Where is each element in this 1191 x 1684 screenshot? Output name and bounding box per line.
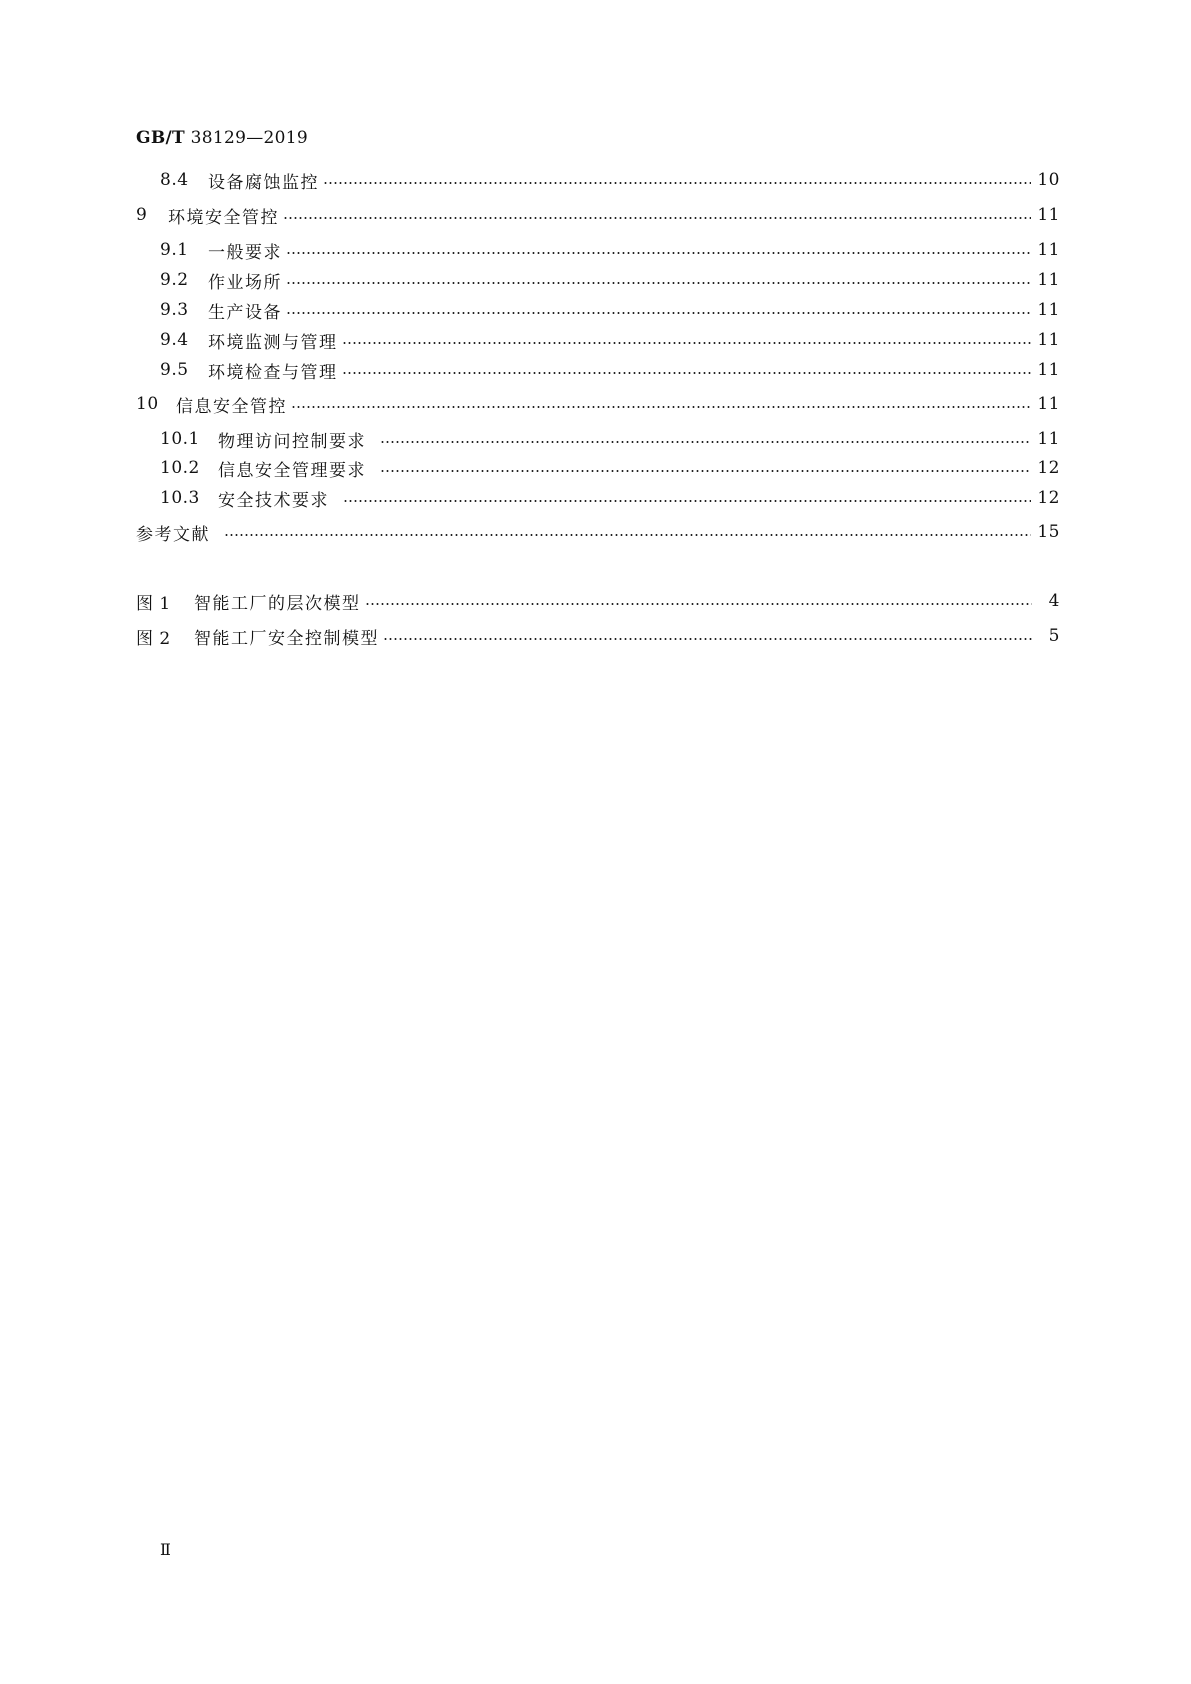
toc-entry-number: 9.1 xyxy=(160,240,189,260)
toc-entry-page: 12 xyxy=(1037,458,1060,478)
toc-entry-page: 10 xyxy=(1037,170,1060,190)
toc-entry-number: 8.4 xyxy=(160,170,189,190)
toc-entry-number: 9.5 xyxy=(160,360,189,380)
toc-entry-number: 9.3 xyxy=(160,300,189,320)
toc-entry-title: 信息安全管控 xyxy=(176,396,287,417)
toc-entry-page: 11 xyxy=(1037,330,1060,350)
toc-entry-title: 环境安全管控 xyxy=(168,207,279,228)
toc-entry-title: 作业场所 xyxy=(208,272,282,293)
toc-dot-leader xyxy=(365,602,1033,606)
toc-entry-9-3[interactable] xyxy=(160,298,1060,322)
toc-entry-page: 11 xyxy=(1037,429,1060,449)
standard-code-header xyxy=(136,128,308,148)
toc-entry-page: 11 xyxy=(1037,394,1060,414)
toc-dot-leader xyxy=(383,637,1032,641)
figure-list-page: 4 xyxy=(1048,591,1060,611)
toc-entry-9[interactable] xyxy=(136,203,1060,227)
figure-list-number: 图 1 xyxy=(136,593,171,614)
toc-entry-title: 物理访问控制要求 xyxy=(218,431,366,452)
toc-entry-9-2[interactable] xyxy=(160,268,1060,292)
toc-entry-title: 参考文献 xyxy=(136,524,210,545)
figure-list-entry-1[interactable] xyxy=(136,589,1060,613)
toc-entry-page: 11 xyxy=(1037,205,1060,225)
figure-list-title: 智能工厂的层次模型 xyxy=(194,593,361,614)
toc-entry-page: 12 xyxy=(1037,488,1060,508)
toc-entry-9-1[interactable] xyxy=(160,238,1060,262)
toc-entry-10-3[interactable] xyxy=(160,486,1060,510)
toc-entry-10[interactable] xyxy=(136,392,1060,416)
toc-entry-title: 安全技术要求 xyxy=(218,490,329,511)
toc-dot-leader xyxy=(342,371,1032,375)
toc-dot-leader xyxy=(286,251,1031,255)
toc-entry-8-4[interactable] xyxy=(160,168,1060,192)
toc-entry-page: 11 xyxy=(1037,360,1060,380)
figure-list-number: 图 2 xyxy=(136,628,171,649)
toc-dot-leader xyxy=(286,311,1031,315)
toc-entry-number: 10.1 xyxy=(160,429,200,449)
toc-entry-number: 10 xyxy=(136,394,159,414)
toc-entry-9-4[interactable] xyxy=(160,328,1060,352)
toc-entry-bibliography[interactable] xyxy=(136,520,1060,544)
toc-entry-title: 环境检查与管理 xyxy=(208,362,338,383)
toc-entry-number: 10.2 xyxy=(160,458,200,478)
figure-list-page: 5 xyxy=(1048,626,1060,646)
toc-entry-10-2[interactable] xyxy=(160,456,1060,480)
toc-dot-leader xyxy=(380,469,1031,473)
toc-dot-leader xyxy=(224,533,1031,537)
toc-entry-page: 11 xyxy=(1037,270,1060,290)
toc-entry-number: 9 xyxy=(136,205,148,225)
toc-entry-title: 生产设备 xyxy=(208,302,282,323)
toc-entry-number: 10.3 xyxy=(160,488,200,508)
toc-entry-title: 环境监测与管理 xyxy=(208,332,338,353)
figure-list-entry-2[interactable] xyxy=(136,624,1060,648)
toc-dot-leader xyxy=(343,499,1031,503)
figure-list-title: 智能工厂安全控制模型 xyxy=(194,628,379,649)
toc-entry-number: 9.4 xyxy=(160,330,189,350)
toc-entry-9-5[interactable] xyxy=(160,358,1060,382)
toc-dot-leader xyxy=(291,405,1031,409)
toc-entry-number: 9.2 xyxy=(160,270,189,290)
toc-dot-leader xyxy=(323,181,1031,185)
toc-entry-page: 11 xyxy=(1037,240,1060,260)
toc-entry-10-1[interactable] xyxy=(160,427,1060,451)
toc-dot-leader xyxy=(283,216,1031,220)
toc-entry-page: 11 xyxy=(1037,300,1060,320)
toc-dot-leader xyxy=(380,440,1031,444)
toc-entry-title: 信息安全管理要求 xyxy=(218,460,366,481)
toc-entry-page: 15 xyxy=(1037,522,1060,542)
toc-entry-title: 设备腐蚀监控 xyxy=(208,172,319,193)
standard-code-prefix: GB/T xyxy=(136,128,185,148)
toc-dot-leader xyxy=(286,281,1031,285)
standard-code-number: 38129—2019 xyxy=(190,128,309,148)
page-number-footer: Ⅱ xyxy=(160,1540,171,1559)
toc-dot-leader xyxy=(342,341,1032,345)
toc-entry-title: 一般要求 xyxy=(208,242,282,263)
